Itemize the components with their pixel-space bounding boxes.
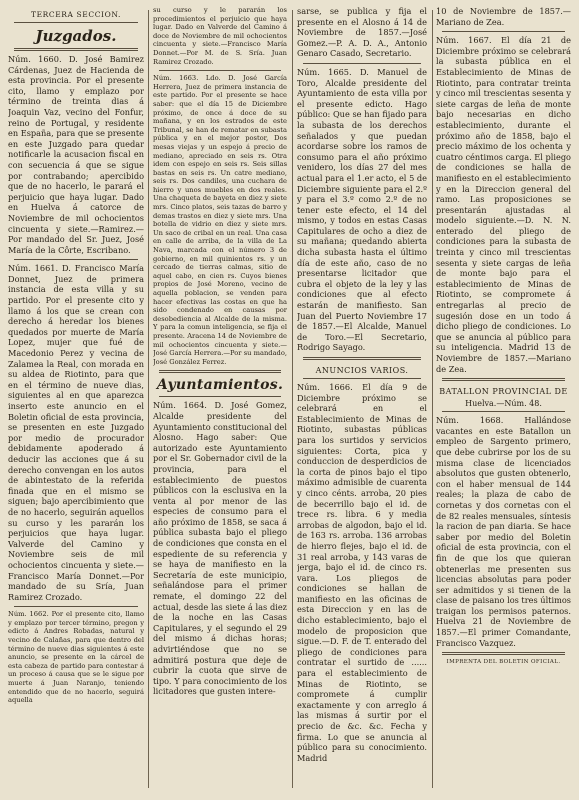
section-heading-ayuntamientos: Ayuntamientos. (156, 377, 284, 394)
divider (159, 396, 281, 397)
notice-1663: Núm. 1663. Ldo. D. José García Herrera, Juez de primera instancia de este partido. Por el presente se hace saber: que el día 15 de Diciembre próximo, de once á doce de su mañana, y en los estrados de este Tribunal, se han de rematar en subasta pública y en el mejor postor, Dos mesas viejas y un espejo á precio de mediano, apreciado en seis rs. Otra idem con espejo en seis rs. Seis sillas bastas en seis rs. Un catre mediano, seis rs. Dos candiles, una cuchara de hierro y unos muebles en dos reales. Una chaqueta de bayeta en diez y siete mrs. Cinco platos, seis tazas de barro y demas trastos en diez y siete mrs. Una botella de vidrio en diez y siete mrs. Un saco de cribal en un real. Una casa en calle de arriba, de la villa de La Nava, marcada con el número 3 de gobierno, en mil quinientos rs. y un cercado de tierras calmas, sitio de aquel cabo, en cien rs. Cuyos bienes propios de José Moreno, vecino de aquella poblacion, se venden para hacer efectivas las costas en que ha sido condenado en causas por desobediencia al Alcalde de la misma. Y para la comun inteligencia, se fija el presente. Aracena 14 de Noviembre de mil ochocientos cincuenta y siete.—José García Herrera.—Por su mandado, José González Ferrez. (153, 74, 287, 366)
divider (14, 22, 138, 23)
divider (14, 259, 138, 260)
notice-1664-continued: sarse, se publica y fija el presente en el Alosno á 14 de Noviembre de 1857.—José Gomez.—P. A. D. A., Antonio Genaro Casado, Secretario. (297, 6, 427, 59)
divider (303, 357, 421, 360)
divider (159, 70, 281, 71)
divider (303, 63, 421, 64)
column-2 (153, 6, 287, 794)
divider (303, 378, 421, 379)
column-rule (148, 10, 149, 788)
notice-1662-continued: su curso y le pararán los procedimientos el perjuicio que haya lugar. Dado en Valverde del Camino á doce de Noviembre de mil ochocientos cincuenta y siete.—Francisco María Donnet.—Por M. de S. Sría. Juan Ramirez Crozado. (153, 6, 287, 66)
section-heading-anuncios: ANUNCIOS VARIOS. (315, 366, 409, 375)
notice-1662: Núm. 1662. Por el presente cito, llamo y emplazo por tercer término, pregon y edicto á Andres Robadas, natural y vecino de Calañas, para que dentro del término de nueve dias siguientes á este anuncio, se presente en la cárcel de esta cabeza de partido para contestar á un proceso á causa que se le sigue por muerte á Juan Naranjo, teniendo entendido que de no hacerlo, seguirá aquella (8, 610, 144, 705)
divider (442, 378, 565, 381)
notice-1667: Núm. 1667. El día 21 de Diciembre próximo se celebrará la subasta pública en el Establecimiento de Minas de Riotinto, para contratar treinta y cinco mil trescientas sesenta y siete cargas de leña de monte bajo necesarias en dicho establecimiento, durante el próximo año de 1858, bajo el precio máximo de los ochenta y cuatro céntimos carga. El pliego de condiciones se halla de manifiesto en el establecimiento y en la Direccion general del ramo. Las proposiciones se presentarán ajustadas al modelo siguiente.—D. N. N. enterado del pliego de condiciones para la subasta de treinta y cinco mil trescientas sesenta y siete cargas de leña de monte bajo para el establecimiento de Minas de Riotinto, se compromete á entregarlas al precio de sugesión dose en un todo á dicho pliego de condiciones. Lo que se anuncia al público para su inteligencia. Madrid 13 de Noviembre de 1857.—Mariano de Zea. (436, 35, 571, 374)
column-rule (432, 10, 433, 788)
notice-1666: Núm. 1666. El día 9 de Diciembre próximo se celebrará en el Establecimiento de Minas de Riotinto, subastas públicas para los surtidos y servicios siguientes: Corta, pica y conduccion de desperdicios de la corta de pinos bajo el tipo máximo admisible de cuarenta y cinco cénts. arroba, 20 pies de becerrillo bajo el id. de trece rs. libra. 6 y media arrobas de algodon, bajo el id. de 163 rs. arroba. 136 arrobas de hierro flejes, bajo el id. de 31 real arroba, y 143 varas de jerga, bajo el id. de cinco rs. vara. Los pliegos de condiciones se hallan de manifiesto en las oficinas de esta Direccion y en las de dicho establecimiento, bajo el modelo de proposicion que sigue.—D. F. de T. enterado del pliego de condiciones para contratar el surtido de ...... para el establecimiento de Minas de Riotinto, se compromete á cumplir exactamente y con arreglo á las mismas á surtir por el precio de &c. &c. Fecha y firma. Lo que se anuncia al público para su conocimiento. Madrid (297, 382, 427, 763)
column-3 (297, 6, 427, 794)
section-heading-juzgados: Juzgados. (35, 27, 117, 45)
column-rule (292, 10, 293, 788)
column-1 (8, 6, 144, 794)
divider (159, 370, 281, 373)
divider (442, 411, 565, 412)
divider (14, 48, 138, 51)
section-heading-batallon: BATALLON PROVINCIAL DE (439, 387, 568, 397)
printer-footer: IMPRENTA DEL BOLETIN OFICIAL. (446, 659, 561, 666)
notice-1661: Núm. 1661. D. Francisco María Donnet, Juez de primera instancia de esta villa y su partido. Por el presente cito y llamo á los que se crean con derecho á heredar los bienes quedados por muerte de María Lopez, mujer que fué de Macedonio Perez y vecina de Zalamea la Real, con morada en su aldea de Riotinto, para que en el término de nueve dias, siguientes al en que aparezca inserto este anuncio en el Boletin oficial de esta provincia, se presenten en este Juzgado por medio de procurador debidamente apoderado á deducir las acciones que á su derecho convengan en los autos de abintestato de la referida finada que en el mismo se siguen; bajo apercibimiento que de no hacerlo, seguirán aquellos su curso y les pararán los perjuicios que haya lugar. Valverde del Camino y Noviembre seis de mil ochocientos cincuenta y siete.—Francisco María Donnet.—Por mandado de su Sría, Juan Ramirez Crozado. (8, 263, 144, 602)
notice-1664: Núm. 1664. D. José Gomez, Alcalde presidente del Ayuntamiento constitucional del Alosno. Hago saber: Que autorizado este Ayuntamiento por el Sr. Gobernador civil de la provincia, para el establecimiento de puestos públicos con la esclusiva en la venta al por menor de las especies de consumo para el año próximo de 1858, se saca á pública subasta bajo el pliego de condiciones que consta en el espediente de su referencia y se haya de manifiesto en la Secretaría de este municipio, señalándose para el primer remate, el domingo 22 del actual, desde las siete á las diez de la noche en las Casas Capitulares, y el segundo el 29 del mismo á dichas horas; advirtiéndose que no se admitirá postura que deje de cubrir la cuota que sirve de tipo. Y para conocimiento de los licitadores que gusten intere- (153, 400, 287, 697)
notice-1665: Núm. 1665. D. Manuel de Toro, Alcalde presidente del Ayuntamiento de esta villa por el presente edicto. Hago público: Que se han fijado para la subasta de los derechos señalados y que puedan acordarse sobre los ramos de consumo para el año próximo venidero, los días 27 del mes actual para el 1.er acto, el 5 de Diciembre siguiente para el 2.º y para el 3.º como 2.º de no tener este efecto, el 14 del mismo, y todos en estas Casas Capitulares de ocho a diez de su mañana; quedando abierta dicha subasta hasta el último día de este año, caso de no presentarse licitador que cubra el objeto de la ley y las condiciones que al efecto estarán de manifiesto. San Juan del Puerto Noviembre 17 de 1857.—El Alcalde, Manuel de Toro.—El Secretario, Rodrigo Sayago. (297, 66, 427, 353)
notice-1668: Núm. 1668. Hallándose vacantes en este Batallon un empleo de Sargento primero, que debe cubrirse por los de su misma clase de licenciados absolutos que gusten obtenerlo, con el haber mensual de 144 reales; la plaza de cabo de cornetas y dos cornetas con el de 82 reales mensuales, síntesis la racion de pan diaria. Se hace saber por medio del Boletin oficial de esta provincia, con el fin de que los que quieran obtenerlas me presenten sus licencias absolutas para poder ser admitidos y si tienen de la clase de paisano los tres últimos traigan los permisos paternos. Huelva 21 de Noviembre de 1857.—El primer Comandante, Francisco Vazquez. (436, 415, 571, 648)
notice-1660: Núm. 1660. D. José Bamirez Cárdenas, Juez de Hacienda de esta provincia. Por el presente cito, llamo y emplazo por término de treinta dias á Joaquin Vaz, vecino del Fonfur, reino de Portugal, y residente en España, para que se presente en este Juzgado para quedar notificarle la acusacion fiscal en con secuencia á que se sigue por contrabando; apercibido que de no hacerlo, le parará el perjuicio que haya lugar. Dado en Huelva á catorce de Noviembre de mil ochocientos cincuenta y siete.—Ramirez.—Por mandado del Sr. Juez, José María de la Côrte, Escribano. (8, 54, 144, 255)
column-4 (436, 6, 571, 794)
notice-1666-continued: 10 de Noviembre de 1857.—Mariano de Zea. (436, 6, 571, 27)
newspaper-page (8, 6, 571, 794)
section-label: TERCERA SECCION. (30, 10, 122, 19)
section-subheading-batallon: Huelva.—Núm. 48. (465, 399, 542, 409)
divider (442, 31, 565, 32)
divider (14, 606, 138, 607)
divider (442, 652, 565, 655)
